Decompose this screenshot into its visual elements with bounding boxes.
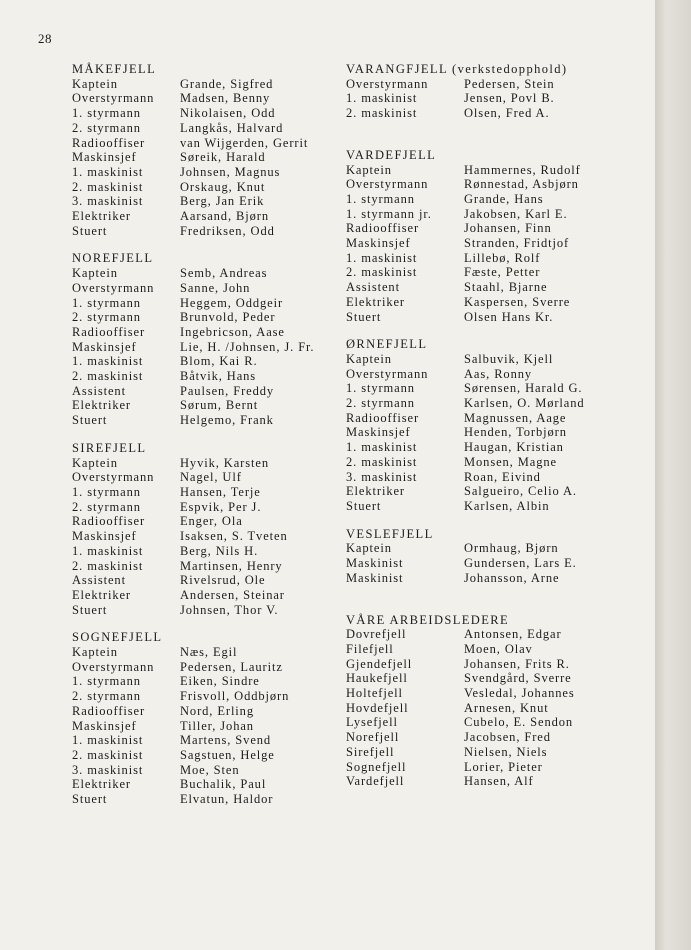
crew-role: 2. maskinist: [72, 179, 144, 194]
crew-role: Lysefjell: [346, 715, 398, 730]
crew-row: [346, 455, 646, 470]
crew-row: [346, 701, 646, 716]
crew-name: Johansen, Finn: [464, 221, 552, 236]
crew-role: 1. styrmann: [72, 106, 141, 121]
crew-section: [346, 613, 646, 789]
crew-role: 2. styrmann: [346, 396, 415, 411]
crew-name: Jacobsen, Fred: [464, 730, 551, 745]
crew-row: [72, 281, 342, 296]
crew-name: Lillebø, Rolf: [464, 250, 541, 265]
crew-row: [346, 715, 646, 730]
crew-name: Buchalik, Paul: [180, 777, 267, 792]
crew-role: Overstyrmann: [72, 91, 155, 106]
crew-row: [72, 354, 342, 369]
crew-name: Nagel, Ulf: [180, 470, 242, 485]
right-column: [346, 62, 646, 802]
crew-row: [72, 150, 342, 165]
crew-row: [346, 367, 646, 382]
crew-role: Elektriker: [72, 777, 131, 792]
book-spine: [655, 0, 691, 950]
crew-name: Johansen, Frits R.: [464, 656, 570, 671]
crew-name: Elvatun, Haldor: [180, 792, 274, 807]
crew-row: [72, 224, 342, 239]
crew-row: [346, 671, 646, 686]
crew-name: Gundersen, Lars E.: [464, 556, 577, 571]
crew-name: Langkås, Halvard: [180, 120, 284, 135]
crew-role: Maskinsjef: [72, 529, 137, 544]
crew-row: [346, 106, 646, 121]
crew-row: [72, 603, 342, 618]
crew-name: Haugan, Kristian: [464, 440, 564, 455]
crew-role: 2. maskinist: [346, 454, 418, 469]
crew-name: Madsen, Benny: [180, 91, 271, 106]
crew-role: 1. styrmann: [72, 295, 141, 310]
crew-role: 1. maskinist: [72, 164, 144, 179]
section-spacer: [346, 599, 646, 613]
crew-row: [72, 165, 342, 180]
crew-role: Sognefjell: [346, 759, 407, 774]
crew-role: Radiooffiser: [72, 135, 146, 150]
crew-name: Sørensen, Harald G.: [464, 381, 583, 396]
crew-section: [346, 148, 646, 324]
crew-row: [346, 642, 646, 657]
crew-name: Frisvoll, Oddbjørn: [180, 689, 290, 704]
crew-role: Holtefjell: [346, 686, 403, 701]
crew-role: Maskinist: [346, 570, 404, 585]
crew-role: Overstyrmann: [346, 76, 429, 91]
crew-role: Sirefjell: [346, 744, 395, 759]
crew-row: [346, 310, 646, 325]
crew-role: 2. styrmann: [72, 499, 141, 514]
crew-role: 1. styrmann: [346, 381, 415, 396]
crew-name: Søreik, Harald: [180, 150, 266, 165]
crew-role: Norefjell: [346, 730, 400, 745]
crew-name: Brunvold, Peder: [180, 310, 276, 325]
crew-name: Nikolaisen, Odd: [180, 106, 276, 121]
crew-role: Elektriker: [72, 587, 131, 602]
crew-row: [346, 556, 646, 571]
crew-row: [346, 440, 646, 455]
crew-row: [346, 657, 646, 672]
crew-row: [346, 265, 646, 280]
crew-role: Overstyrmann: [346, 177, 429, 192]
crew-row: [72, 559, 342, 574]
crew-name: Tiller, Johan: [180, 718, 254, 733]
crew-name: Pedersen, Stein: [464, 76, 555, 91]
crew-role: 3. maskinist: [346, 469, 418, 484]
crew-row: [346, 571, 646, 586]
crew-row: [72, 136, 342, 151]
crew-name: Berg, Nils H.: [180, 543, 259, 558]
crew-role: Elektriker: [72, 209, 131, 224]
crew-role: 1. maskinist: [72, 543, 144, 558]
crew-name: Staahl, Bjarne: [464, 280, 548, 295]
crew-name: Salbuvik, Kjell: [464, 351, 554, 366]
crew-name: Vesledal, Johannes: [464, 686, 575, 701]
crew-role: Overstyrmann: [72, 659, 155, 674]
crew-row: [72, 384, 342, 399]
crew-role: Gjendefjell: [346, 656, 413, 671]
crew-role: Radiooffiser: [346, 410, 420, 425]
crew-role: 2. styrmann: [72, 310, 141, 325]
crew-role: Hovdefjell: [346, 700, 409, 715]
crew-role: 1. maskinist: [72, 733, 144, 748]
crew-role: Kaptein: [346, 351, 392, 366]
crew-role: Stuert: [346, 309, 382, 324]
crew-name: Roan, Eivind: [464, 469, 541, 484]
crew-name: Johansson, Arne: [464, 570, 560, 585]
crew-role: Kaptein: [346, 162, 392, 177]
crew-row: [346, 411, 646, 426]
crew-role: 1. styrmann jr.: [346, 206, 432, 221]
crew-role: Kaptein: [72, 76, 118, 91]
section-title: VARANGFJELL (verkstedopphold): [346, 62, 568, 76]
crew-row: [346, 774, 646, 789]
crew-row: [346, 381, 646, 396]
crew-name: Båtvik, Hans: [180, 369, 257, 384]
crew-name: Blom, Kai R.: [180, 354, 258, 369]
crew-role: Assistent: [346, 280, 400, 295]
crew-row: [346, 236, 646, 251]
section-title: NOREFJELL: [72, 251, 154, 266]
crew-row: [72, 398, 342, 413]
crew-role: Radiooffiser: [72, 703, 146, 718]
crew-row: [72, 733, 342, 748]
crew-role: 2. maskinist: [72, 747, 144, 762]
crew-row: [72, 413, 342, 428]
section-title: SIREFJELL: [72, 440, 147, 455]
crew-role: Dovrefjell: [346, 627, 407, 642]
crew-row: [72, 514, 342, 529]
crew-row: [72, 325, 342, 340]
crew-row: [346, 541, 646, 556]
crew-name: Arnesen, Knut: [464, 700, 549, 715]
crew-name: Hammernes, Rudolf: [464, 162, 581, 177]
crew-role: Kaptein: [346, 541, 392, 556]
crew-role: Haukefjell: [346, 671, 408, 686]
crew-role: 1. styrmann: [72, 674, 141, 689]
crew-row: [72, 266, 342, 281]
crew-name: Kaspersen, Sverre: [464, 294, 571, 309]
crew-name: Olsen, Fred A.: [464, 106, 550, 121]
crew-row: [72, 106, 342, 121]
crew-role: Assistent: [72, 573, 126, 588]
crew-role: Overstyrmann: [346, 366, 429, 381]
crew-role: 2. styrmann: [72, 689, 141, 704]
section-title: VESLEFJELL: [346, 526, 434, 541]
crew-name: Berg, Jan Erik: [180, 194, 265, 209]
crew-name: Moe, Sten: [180, 762, 240, 777]
crew-row: [346, 484, 646, 499]
crew-name: Hansen, Terje: [180, 484, 261, 499]
crew-name: Rivelsrud, Ole: [180, 573, 266, 588]
crew-row: [72, 369, 342, 384]
crew-name: Hyvik, Karsten: [180, 455, 269, 470]
crew-role: Maskinsjef: [72, 339, 137, 354]
crew-name: Antonsen, Edgar: [464, 627, 562, 642]
crew-role: 1. styrmann: [72, 484, 141, 499]
crew-role: Kaptein: [72, 645, 118, 660]
crew-role: Stuert: [72, 223, 108, 238]
crew-row: [346, 499, 646, 514]
crew-row: [346, 280, 646, 295]
crew-section: [72, 251, 342, 427]
crew-row: [72, 689, 342, 704]
crew-row: [346, 295, 646, 310]
crew-row: [346, 91, 646, 106]
crew-role: Maskinsjef: [346, 236, 411, 251]
crew-name: Rønnestad, Asbjørn: [464, 177, 579, 192]
crew-role: 1. maskinist: [346, 440, 418, 455]
crew-row: [72, 719, 342, 734]
crew-row: [72, 777, 342, 792]
crew-role: Stuert: [72, 413, 108, 428]
crew-name: Eiken, Sindre: [180, 674, 260, 689]
crew-row: [72, 529, 342, 544]
crew-name: Fæste, Petter: [464, 265, 541, 280]
crew-role: Maskinsjef: [346, 425, 411, 440]
crew-name: Karlsen, Albin: [464, 498, 550, 513]
section-title: VÅRE ARBEIDSLEDERE: [346, 612, 510, 627]
crew-row: [72, 209, 342, 224]
crew-role: Kaptein: [72, 266, 118, 281]
crew-name: Jensen, Povl B.: [464, 91, 555, 106]
crew-role: Assistent: [72, 383, 126, 398]
crew-role: 1. maskinist: [346, 250, 418, 265]
crew-role: Maskinsjef: [72, 150, 137, 165]
crew-name: Karlsen, O. Mørland: [464, 396, 585, 411]
crew-row: [72, 180, 342, 195]
crew-row: [72, 544, 342, 559]
crew-name: Isaksen, S. Tveten: [180, 529, 288, 544]
crew-name: Orskaug, Knut: [180, 179, 266, 194]
section-title: MÅKEFJELL: [72, 62, 157, 76]
crew-name: Magnussen, Aage: [464, 410, 567, 425]
crew-name: Espvik, Per J.: [180, 499, 262, 514]
crew-section: [346, 527, 646, 586]
crew-role: Kaptein: [72, 455, 118, 470]
crew-name: Monsen, Magne: [464, 454, 557, 469]
crew-name: Martinsen, Henry: [180, 558, 283, 573]
crew-row: [346, 352, 646, 367]
section-title: SOGNEFJELL: [72, 630, 163, 645]
crew-name: Olsen Hans Kr.: [464, 309, 554, 324]
crew-name: Hansen, Alf: [464, 774, 534, 789]
crew-role: Elektriker: [346, 294, 405, 309]
crew-role: 1. maskinist: [72, 354, 144, 369]
crew-role: 1. styrmann: [346, 191, 415, 206]
crew-role: 3. maskinist: [72, 194, 144, 209]
crew-role: 2. maskinist: [346, 106, 418, 121]
crew-row: [346, 745, 646, 760]
crew-name: Næs, Egil: [180, 645, 238, 660]
crew-role: Filefjell: [346, 641, 394, 656]
crew-role: Stuert: [346, 498, 382, 513]
crew-name: Paulsen, Freddy: [180, 383, 275, 398]
crew-role: Elektriker: [346, 484, 405, 499]
crew-name: Helgemo, Frank: [180, 413, 274, 428]
crew-name: Pedersen, Lauritz: [180, 659, 283, 674]
crew-role: 2. styrmann: [72, 120, 141, 135]
crew-name: Cubelo, E. Sendon: [464, 715, 574, 730]
crew-row: [72, 340, 342, 355]
crew-row: [72, 456, 342, 471]
crew-row: [72, 485, 342, 500]
crew-row: [346, 470, 646, 485]
crew-name: Johnsen, Magnus: [180, 164, 281, 179]
crew-role: Stuert: [72, 792, 108, 807]
crew-row: [346, 207, 646, 222]
crew-name: Svendgård, Sverre: [464, 671, 572, 686]
crew-name: Sørum, Bernt: [180, 398, 259, 413]
section-title: VARDEFJELL: [346, 147, 437, 162]
crew-name: Nielsen, Niels: [464, 744, 548, 759]
crew-name: Salgueiro, Celio A.: [464, 484, 577, 499]
section-spacer: [346, 134, 646, 148]
crew-name: Semb, Andreas: [180, 266, 268, 281]
crew-role: 1. maskinist: [346, 91, 418, 106]
crew-row: [72, 121, 342, 136]
crew-name: Aarsand, Bjørn: [180, 209, 269, 224]
crew-section: [72, 62, 342, 238]
crew-row: [346, 396, 646, 411]
crew-role: Overstyrmann: [72, 280, 155, 295]
crew-section: [346, 62, 646, 121]
crew-row: [72, 500, 342, 515]
crew-role: Maskinsjef: [72, 718, 137, 733]
crew-row: [72, 748, 342, 763]
crew-row: [346, 221, 646, 236]
crew-name: Johnsen, Thor V.: [180, 602, 279, 617]
crew-role: Vardefjell: [346, 774, 405, 789]
crew-role: 2. maskinist: [72, 558, 144, 573]
crew-name: Heggem, Oddgeir: [180, 295, 284, 310]
crew-name: Fredriksen, Odd: [180, 223, 275, 238]
crew-row: [72, 296, 342, 311]
crew-row: [72, 660, 342, 675]
crew-name: Andersen, Steinar: [180, 587, 285, 602]
crew-row: [346, 686, 646, 701]
crew-name: Grande, Sigfred: [180, 76, 274, 91]
crew-row: [72, 77, 342, 92]
crew-role: Radiooffiser: [72, 514, 146, 529]
crew-row: [72, 792, 342, 807]
crew-name: Martens, Svend: [180, 733, 272, 748]
crew-row: [346, 77, 646, 92]
crew-name: Enger, Ola: [180, 514, 243, 529]
crew-row: [346, 251, 646, 266]
crew-row: [72, 763, 342, 778]
crew-role: Stuert: [72, 602, 108, 617]
crew-row: [346, 730, 646, 745]
crew-section: [72, 630, 342, 806]
crew-role: 2. maskinist: [346, 265, 418, 280]
crew-role: Radiooffiser: [72, 324, 146, 339]
crew-row: [72, 470, 342, 485]
crew-row: [346, 627, 646, 642]
crew-row: [72, 704, 342, 719]
crew-name: Nord, Erling: [180, 703, 254, 718]
crew-role: Maskinist: [346, 556, 404, 571]
crew-name: van Wijgerden, Gerrit: [180, 135, 309, 150]
crew-row: [72, 588, 342, 603]
crew-row: [72, 573, 342, 588]
crew-name: Ingebricson, Aase: [180, 324, 285, 339]
crew-name: Jakobsen, Karl E.: [464, 206, 568, 221]
crew-role: 2. maskinist: [72, 369, 144, 384]
crew-name: Sanne, John: [180, 280, 251, 295]
crew-name: Stranden, Fridtjof: [464, 236, 570, 251]
crew-row: [72, 310, 342, 325]
crew-name: Grande, Hans: [464, 191, 544, 206]
crew-name: Ormhaug, Bjørn: [464, 541, 559, 556]
left-column: [72, 62, 342, 820]
crew-row: [72, 645, 342, 660]
crew-name: Moen, Olav: [464, 641, 533, 656]
crew-name: Aas, Ronny: [464, 366, 533, 381]
crew-row: [346, 760, 646, 775]
crew-role: Overstyrmann: [72, 470, 155, 485]
crew-row: [72, 91, 342, 106]
crew-row: [346, 192, 646, 207]
crew-row: [72, 194, 342, 209]
crew-row: [346, 163, 646, 178]
page-number: 28: [38, 31, 52, 46]
crew-name: Sagstuen, Helge: [180, 747, 275, 762]
crew-name: Lorier, Pieter: [464, 759, 543, 774]
crew-role: Elektriker: [72, 398, 131, 413]
crew-section: [346, 337, 646, 513]
section-title: ØRNEFJELL: [346, 337, 428, 352]
crew-role: 3. maskinist: [72, 762, 144, 777]
crew-name: Henden, Torbjørn: [464, 425, 567, 440]
crew-row: [72, 674, 342, 689]
crew-row: [346, 425, 646, 440]
crew-role: Radiooffiser: [346, 221, 420, 236]
crew-section: [72, 441, 342, 617]
crew-name: Lie, H. /Johnsen, J. Fr.: [180, 339, 315, 354]
crew-row: [346, 177, 646, 192]
